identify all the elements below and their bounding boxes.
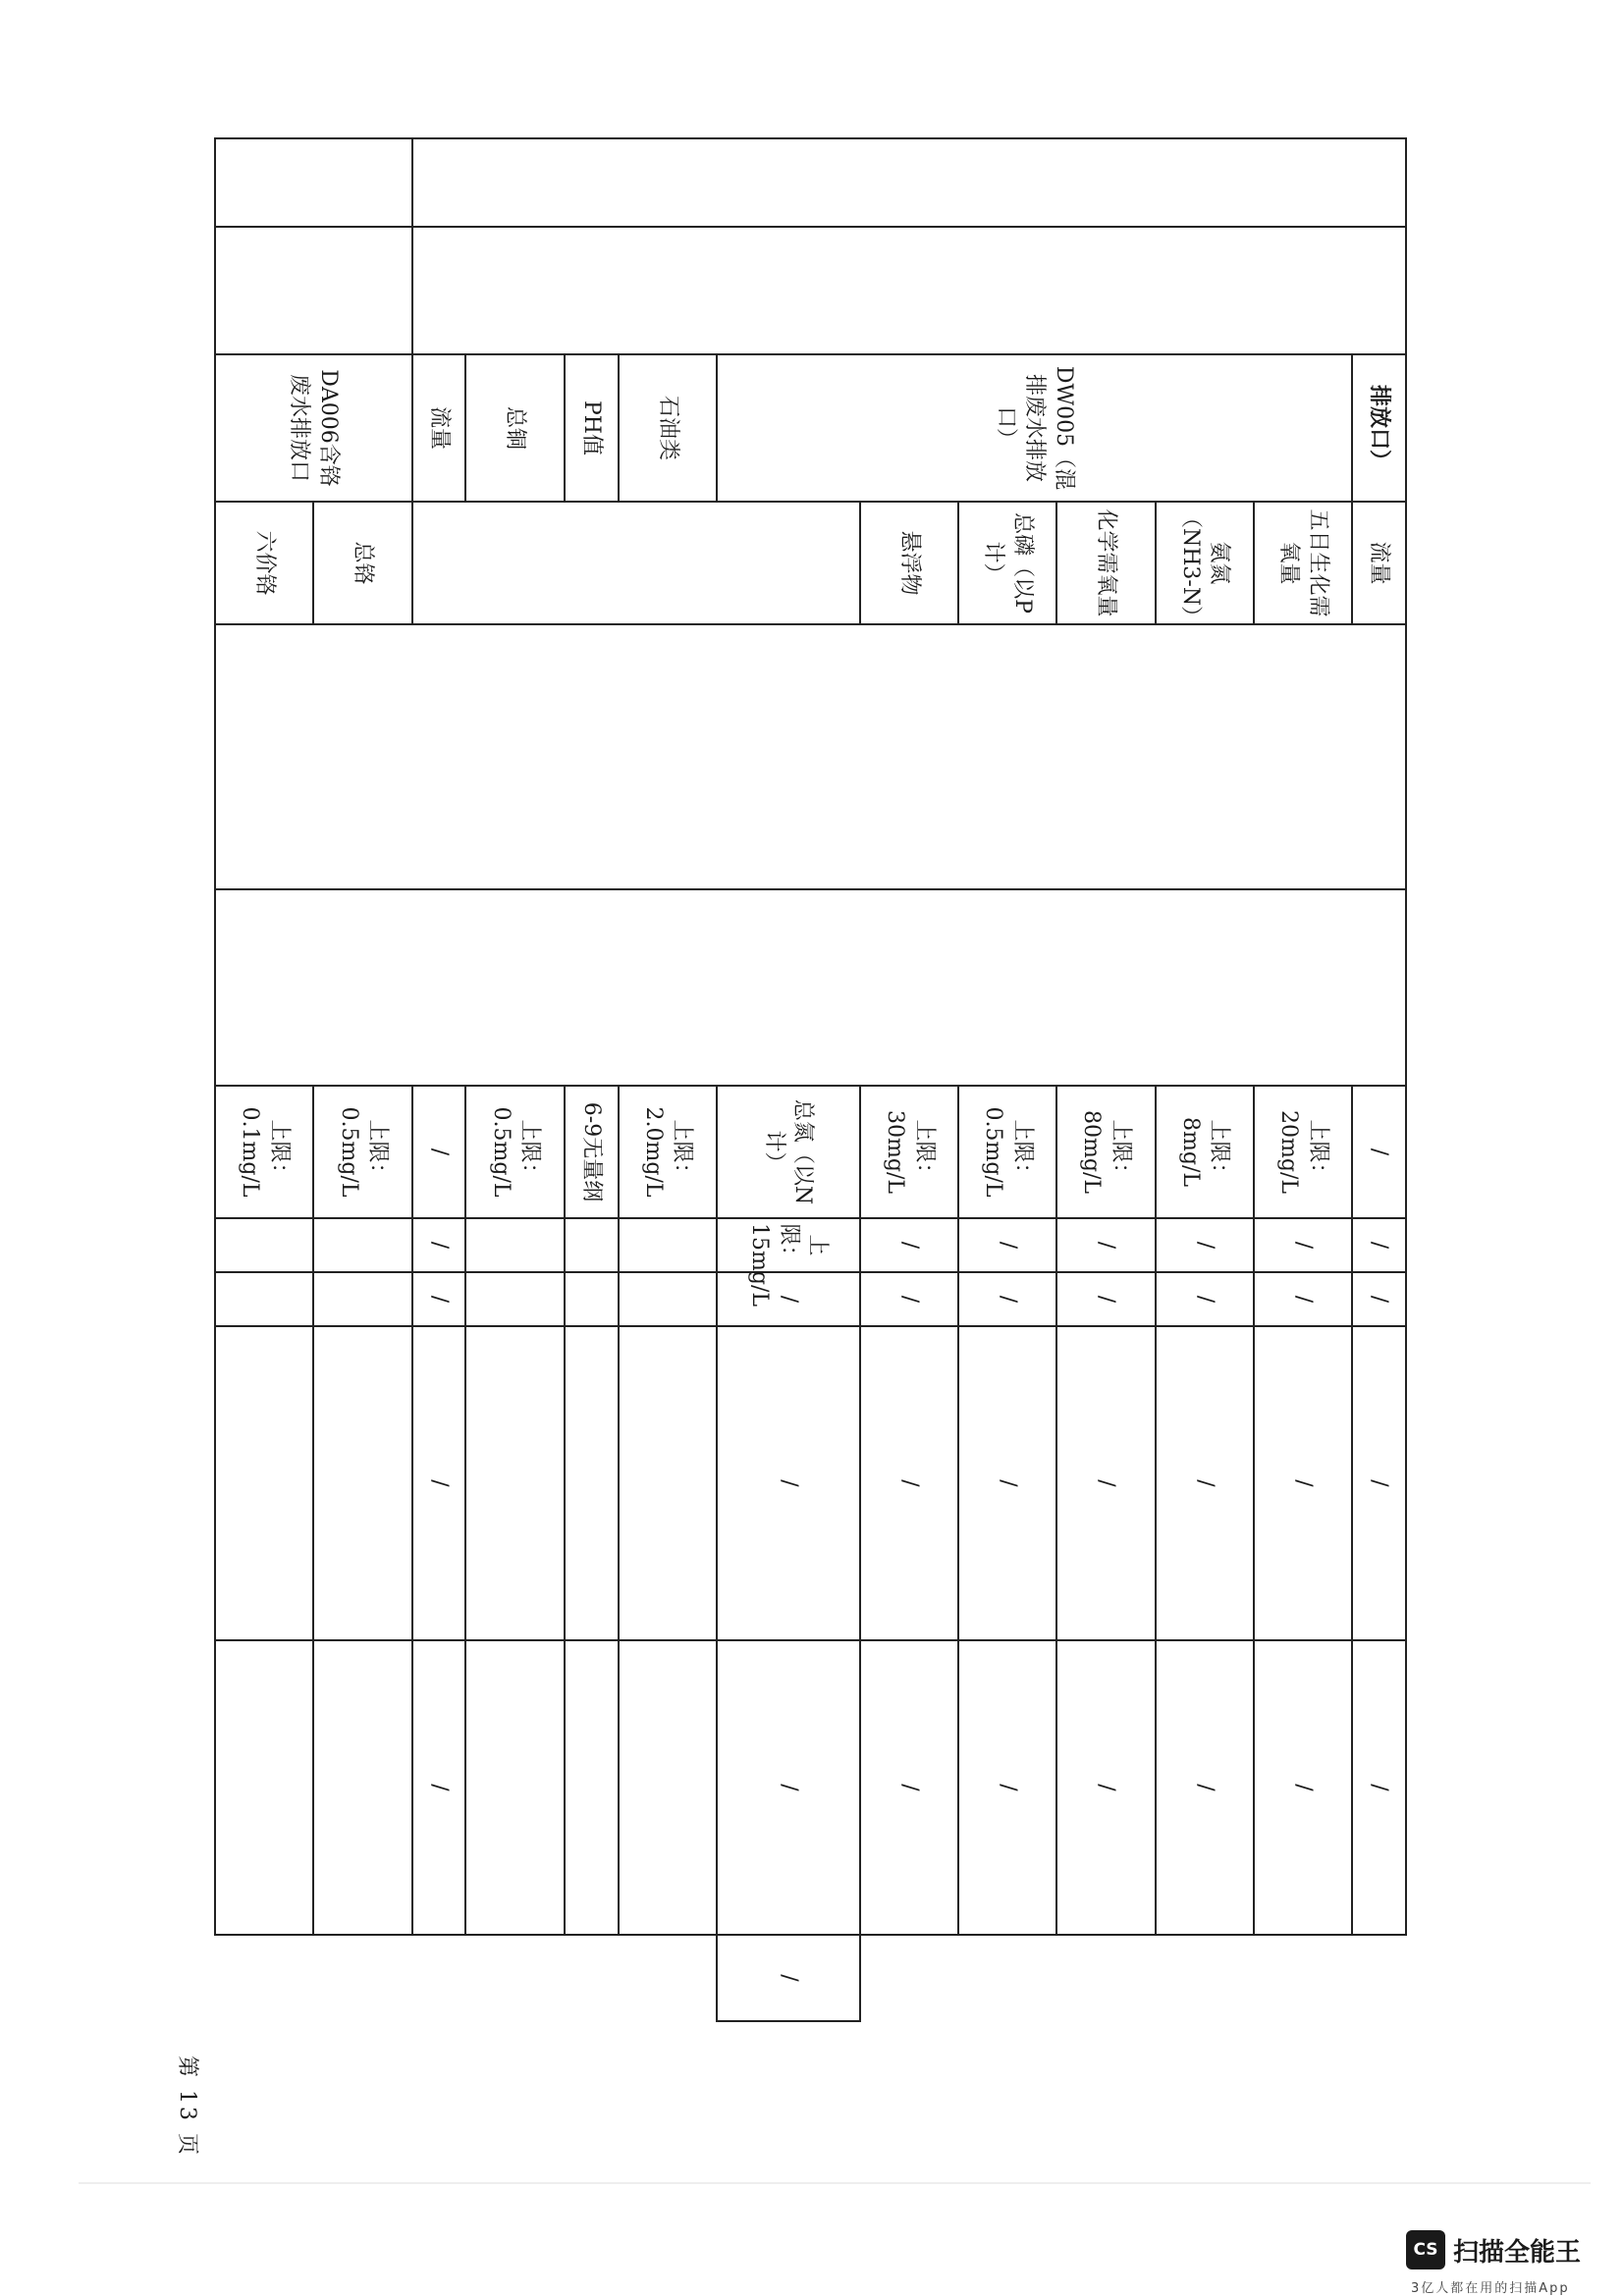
outlet-header-cell: 排放口） [1352, 354, 1406, 502]
pollutant-cell: 五日生化需氧量 [1254, 502, 1352, 624]
value-cell: / [1156, 1218, 1254, 1272]
value-cell: / [412, 1272, 466, 1326]
value-cell: / [1254, 1272, 1352, 1326]
value-cell: / [717, 1272, 860, 1326]
value-cell [465, 1640, 564, 1935]
limit-cell: 上限：0.1mg/L [215, 1086, 313, 1218]
page-number: 第 13 页 [175, 2056, 199, 2158]
value-cell: / [958, 1272, 1056, 1326]
value-cell [619, 1218, 717, 1272]
camscanner-logo-icon: CS [1406, 2230, 1445, 2269]
pollutant-cell: 总氮（以N计） [717, 1086, 860, 1218]
value-cell: / [1156, 1640, 1254, 1935]
value-cell [313, 1640, 411, 1935]
value-cell: / [1156, 1272, 1254, 1326]
value-cell [465, 1218, 564, 1272]
value-cell: / [1156, 1326, 1254, 1640]
blank-cell [215, 138, 412, 227]
blank-cell [412, 502, 860, 624]
value-cell: / [860, 1218, 958, 1272]
value-cell [619, 1326, 717, 1640]
pollutant-cell: 六价铬 [215, 502, 313, 624]
value-cell [215, 1326, 313, 1640]
limit-cell: 上限：80mg/L [1056, 1086, 1155, 1218]
pollutant-cell: PH值 [565, 354, 619, 502]
value-cell [465, 1272, 564, 1326]
value-cell [565, 1218, 619, 1272]
value-cell: / [412, 1218, 466, 1272]
pollutant-cell: 流量 [412, 354, 466, 502]
blank-cell [412, 138, 1406, 227]
value-cell: / [717, 1326, 860, 1640]
value-cell: / [1352, 1640, 1406, 1935]
value-cell: / [1056, 1326, 1155, 1640]
limit-cell: 上限：15mg/L [717, 1218, 860, 1272]
emission-limits-table [214, 137, 1407, 2022]
value-cell [215, 1640, 313, 1935]
pollutant-cell: 石油类 [619, 354, 717, 502]
value-cell: / [717, 1640, 860, 1935]
limit-cell: 上限：20mg/L [1254, 1086, 1352, 1218]
pollutant-cell: 氨氮（NH3-N） [1156, 502, 1254, 624]
value-cell: / [958, 1640, 1056, 1935]
value-cell [565, 1640, 619, 1935]
pollutant-cell: 总铬 [313, 502, 411, 624]
value-cell: / [1254, 1218, 1352, 1272]
blank-cell [215, 227, 412, 354]
value-cell: / [958, 1326, 1056, 1640]
value-cell: / [860, 1326, 958, 1640]
value-cell [313, 1218, 411, 1272]
pollutant-cell: 化学需氧量 [1056, 502, 1155, 624]
value-cell: / [412, 1640, 466, 1935]
blank-cell [215, 889, 1406, 1086]
limit-cell: / [1352, 1086, 1406, 1218]
value-cell [565, 1326, 619, 1640]
table-row [1352, 138, 1406, 2021]
limit-cell: / [412, 1086, 466, 1218]
outlet-cell: DA006含铬废水排放口 [215, 354, 412, 502]
value-cell [565, 1272, 619, 1326]
value-cell [313, 1326, 411, 1640]
limit-cell: 6-9无量纲 [565, 1086, 619, 1218]
pollutant-cell: 总磷（以P计） [958, 502, 1056, 624]
value-cell [619, 1272, 717, 1326]
value-cell: / [1056, 1640, 1155, 1935]
limit-cell: 上限：30mg/L [860, 1086, 958, 1218]
value-cell: / [1254, 1326, 1352, 1640]
value-cell: / [1254, 1640, 1352, 1935]
pollutant-cell: 悬浮物 [860, 502, 958, 624]
value-cell: / [412, 1326, 466, 1640]
value-cell: / [1056, 1272, 1155, 1326]
footer-divider [79, 2182, 1591, 2184]
rotated-page [175, 137, 1407, 2231]
blank-cell [412, 227, 1406, 354]
value-cell [215, 1272, 313, 1326]
limit-cell: 上限：8mg/L [1156, 1086, 1254, 1218]
limit-cell: 上限：0.5mg/L [313, 1086, 411, 1218]
value-cell: / [717, 1935, 860, 2021]
value-cell [313, 1272, 411, 1326]
blank-cell [215, 624, 1406, 889]
value-cell: / [1352, 1326, 1406, 1640]
pollutant-cell: 流量 [1352, 502, 1406, 624]
value-cell: / [958, 1218, 1056, 1272]
value-cell: / [860, 1640, 958, 1935]
limit-cell: 上限：2.0mg/L [619, 1086, 717, 1218]
value-cell [619, 1640, 717, 1935]
limit-cell: 上限：0.5mg/L [465, 1086, 564, 1218]
watermark-title: 扫描全能王 [1453, 2238, 1582, 2268]
value-cell: / [860, 1272, 958, 1326]
value-cell: / [1056, 1218, 1155, 1272]
value-cell [215, 1218, 313, 1272]
value-cell: / [1352, 1272, 1406, 1326]
pollutant-cell: 总铜 [465, 354, 564, 502]
limit-cell: 上限：0.5mg/L [958, 1086, 1056, 1218]
value-cell: / [1352, 1218, 1406, 1272]
value-cell [465, 1326, 564, 1640]
watermark-slogan: 3亿人都在用的扫描App [1411, 2281, 1570, 2296]
outlet-cell: DW005（混排废水排放口） [717, 354, 1352, 502]
